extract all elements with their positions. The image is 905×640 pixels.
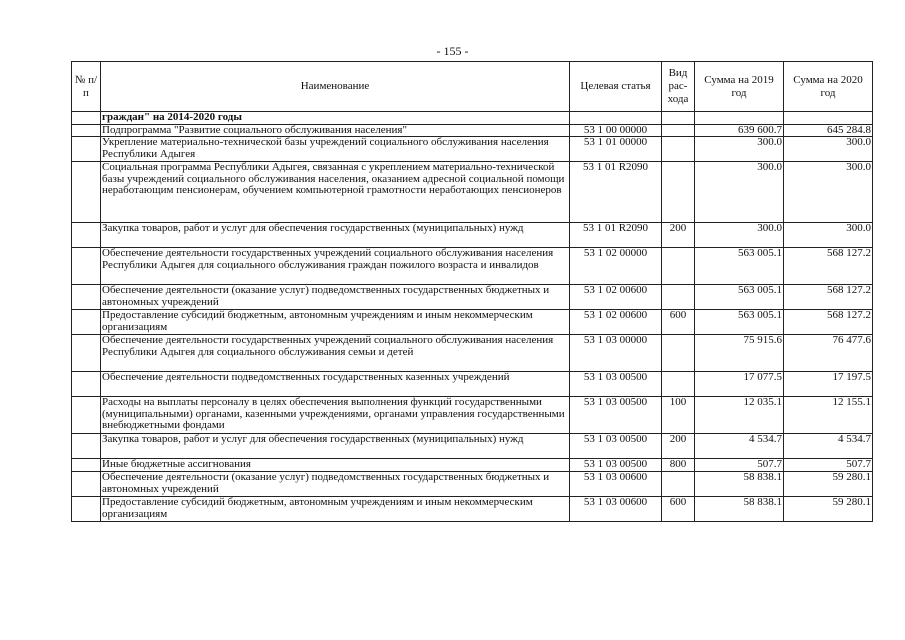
cell-code: 53 1 02 00600 [570, 310, 662, 335]
cell-code: 53 1 03 00600 [570, 497, 662, 522]
cell-sum-2020: 4 534.7 [784, 434, 873, 459]
cell-sum-2019: 300.0 [695, 162, 784, 223]
cell-kind [662, 137, 695, 162]
cell-code: 53 1 01 R2090 [570, 223, 662, 248]
cell-name: Социальная программа Республики Адыгея, связанная с укреплением материально-технической базы учреждений социального обслуживания населения, оказанием адресной социальной помощи неработающим пенсионерам, обучением компьютерной грамотности неработающих пенсионеров [101, 162, 570, 223]
cell-kind [662, 472, 695, 497]
cell-num [72, 310, 101, 335]
continuation-row [72, 112, 873, 125]
cell-name: Обеспечение деятельности подведомственных государственных казенных учреждений [101, 372, 570, 397]
cell-num [72, 112, 101, 125]
table-row [72, 497, 873, 522]
cell-name: Обеспечение деятельности государственных учреждений социального обслуживания населения Республики Адыгея для социального обслуживания граждан пожилого возраста и инвалидов [101, 248, 570, 285]
cell-name: Иные бюджетные ассигнования [101, 459, 570, 472]
cell-num [72, 434, 101, 459]
table-row [72, 285, 873, 310]
cell-num [72, 397, 101, 434]
table-row [72, 162, 873, 223]
cell-kind [662, 124, 695, 137]
cell-kind [662, 248, 695, 285]
header-sum-2019: Сумма на 2019 год [695, 62, 784, 112]
cell-code: 53 1 01 00000 [570, 137, 662, 162]
cell-num [72, 472, 101, 497]
cell-sum-2019: 300.0 [695, 223, 784, 248]
cell-sum-2020 [784, 112, 873, 125]
cell-sum-2020: 76 477.6 [784, 335, 873, 372]
cell-sum-2019: 58 838.1 [695, 472, 784, 497]
table-row [72, 223, 873, 248]
cell-name: Обеспечение деятельности государственных учреждений социального обслуживания населения Республики Адыгея для социального обслуживания семьи и детей [101, 335, 570, 372]
table-row [72, 472, 873, 497]
cell-kind [662, 335, 695, 372]
cell-code: 53 1 02 00600 [570, 285, 662, 310]
cell-sum-2019: 58 838.1 [695, 497, 784, 522]
cell-kind [662, 112, 695, 125]
cell-sum-2019: 17 077.5 [695, 372, 784, 397]
cell-num [72, 248, 101, 285]
table-row [72, 335, 873, 372]
cell-sum-2020: 300.0 [784, 223, 873, 248]
table-row [72, 137, 873, 162]
cell-num [72, 459, 101, 472]
table-row [72, 310, 873, 335]
cell-name: Предоставление субсидий бюджетным, автономным учреждениям и иным некоммерческим организациям [101, 310, 570, 335]
cell-kind [662, 285, 695, 310]
cell-num [72, 372, 101, 397]
cell-sum-2019: 4 534.7 [695, 434, 784, 459]
header-code: Целевая статья [570, 62, 662, 112]
cell-sum-2020: 300.0 [784, 162, 873, 223]
continuation-title: граждан" на 2014-2020 годы [101, 112, 570, 125]
cell-num [72, 335, 101, 372]
cell-num [72, 124, 101, 137]
cell-sum-2020: 568 127.2 [784, 248, 873, 285]
cell-code: 53 1 02 00000 [570, 248, 662, 285]
cell-code: 53 1 00 00000 [570, 124, 662, 137]
cell-num [72, 162, 101, 223]
cell-name: Закупка товаров, работ и услуг для обеспечения государственных (муниципальных) нужд [101, 223, 570, 248]
cell-code: 53 1 03 00600 [570, 472, 662, 497]
cell-code: 53 1 03 00500 [570, 459, 662, 472]
cell-kind: 600 [662, 497, 695, 522]
table-row [72, 124, 873, 137]
cell-kind: 800 [662, 459, 695, 472]
cell-name: Закупка товаров, работ и услуг для обеспечения государственных (муниципальных) нужд [101, 434, 570, 459]
cell-name: Укрепление материально-технической базы учреждений социального обслуживания населения Республики Адыгея [101, 137, 570, 162]
cell-num [72, 223, 101, 248]
cell-code [570, 112, 662, 125]
cell-code: 53 1 03 00500 [570, 397, 662, 434]
table-row [72, 372, 873, 397]
cell-sum-2019: 507.7 [695, 459, 784, 472]
cell-num [72, 285, 101, 310]
table-header-row [72, 62, 873, 112]
cell-name: Расходы на выплаты персоналу в целях обеспечения выполнения функций государственными (муниципальными) органами, казенными учреждениями, органами управления государственными внебюджетными фондами [101, 397, 570, 434]
cell-sum-2020: 507.7 [784, 459, 873, 472]
cell-sum-2020: 59 280.1 [784, 497, 873, 522]
cell-name: Подпрограмма "Развитие социального обслуживания населения" [101, 124, 570, 137]
cell-code: 53 1 03 00000 [570, 335, 662, 372]
cell-kind: 200 [662, 223, 695, 248]
cell-kind: 600 [662, 310, 695, 335]
cell-kind [662, 372, 695, 397]
table-row [72, 248, 873, 285]
cell-num [72, 137, 101, 162]
cell-num [72, 497, 101, 522]
header-num: № п/п [72, 62, 101, 112]
cell-sum-2019: 75 915.6 [695, 335, 784, 372]
cell-sum-2019: 563 005.1 [695, 248, 784, 285]
cell-name: Обеспечение деятельности (оказание услуг) подведомственных государственных бюджетных и автономных учреждений [101, 472, 570, 497]
cell-name: Обеспечение деятельности (оказание услуг) подведомственных государственных бюджетных и автономных учреждений [101, 285, 570, 310]
table-row [72, 397, 873, 434]
header-name: Наименование [101, 62, 570, 112]
cell-sum-2020: 17 197.5 [784, 372, 873, 397]
cell-sum-2020: 645 284.8 [784, 124, 873, 137]
cell-sum-2019: 563 005.1 [695, 310, 784, 335]
cell-name: Предоставление субсидий бюджетным, автономным учреждениям и иным некоммерческим организациям [101, 497, 570, 522]
cell-kind: 100 [662, 397, 695, 434]
cell-sum-2019: 300.0 [695, 137, 784, 162]
cell-code: 53 1 03 00500 [570, 434, 662, 459]
cell-sum-2019 [695, 112, 784, 125]
page-number: - 155 - [436, 44, 469, 58]
header-sum-2020: Сумма на 2020 год [784, 62, 873, 112]
cell-sum-2019: 563 005.1 [695, 285, 784, 310]
cell-sum-2020: 59 280.1 [784, 472, 873, 497]
cell-sum-2019: 639 600.7 [695, 124, 784, 137]
cell-sum-2020: 12 155.1 [784, 397, 873, 434]
cell-kind [662, 162, 695, 223]
cell-sum-2019: 12 035.1 [695, 397, 784, 434]
header-kind: Вид рас-хода [662, 62, 695, 112]
cell-sum-2020: 568 127.2 [784, 285, 873, 310]
budget-table [71, 61, 873, 522]
table-row [72, 434, 873, 459]
cell-code: 53 1 01 R2090 [570, 162, 662, 223]
cell-sum-2020: 300.0 [784, 137, 873, 162]
cell-sum-2020: 568 127.2 [784, 310, 873, 335]
cell-kind: 200 [662, 434, 695, 459]
table-row [72, 459, 873, 472]
cell-code: 53 1 03 00500 [570, 372, 662, 397]
